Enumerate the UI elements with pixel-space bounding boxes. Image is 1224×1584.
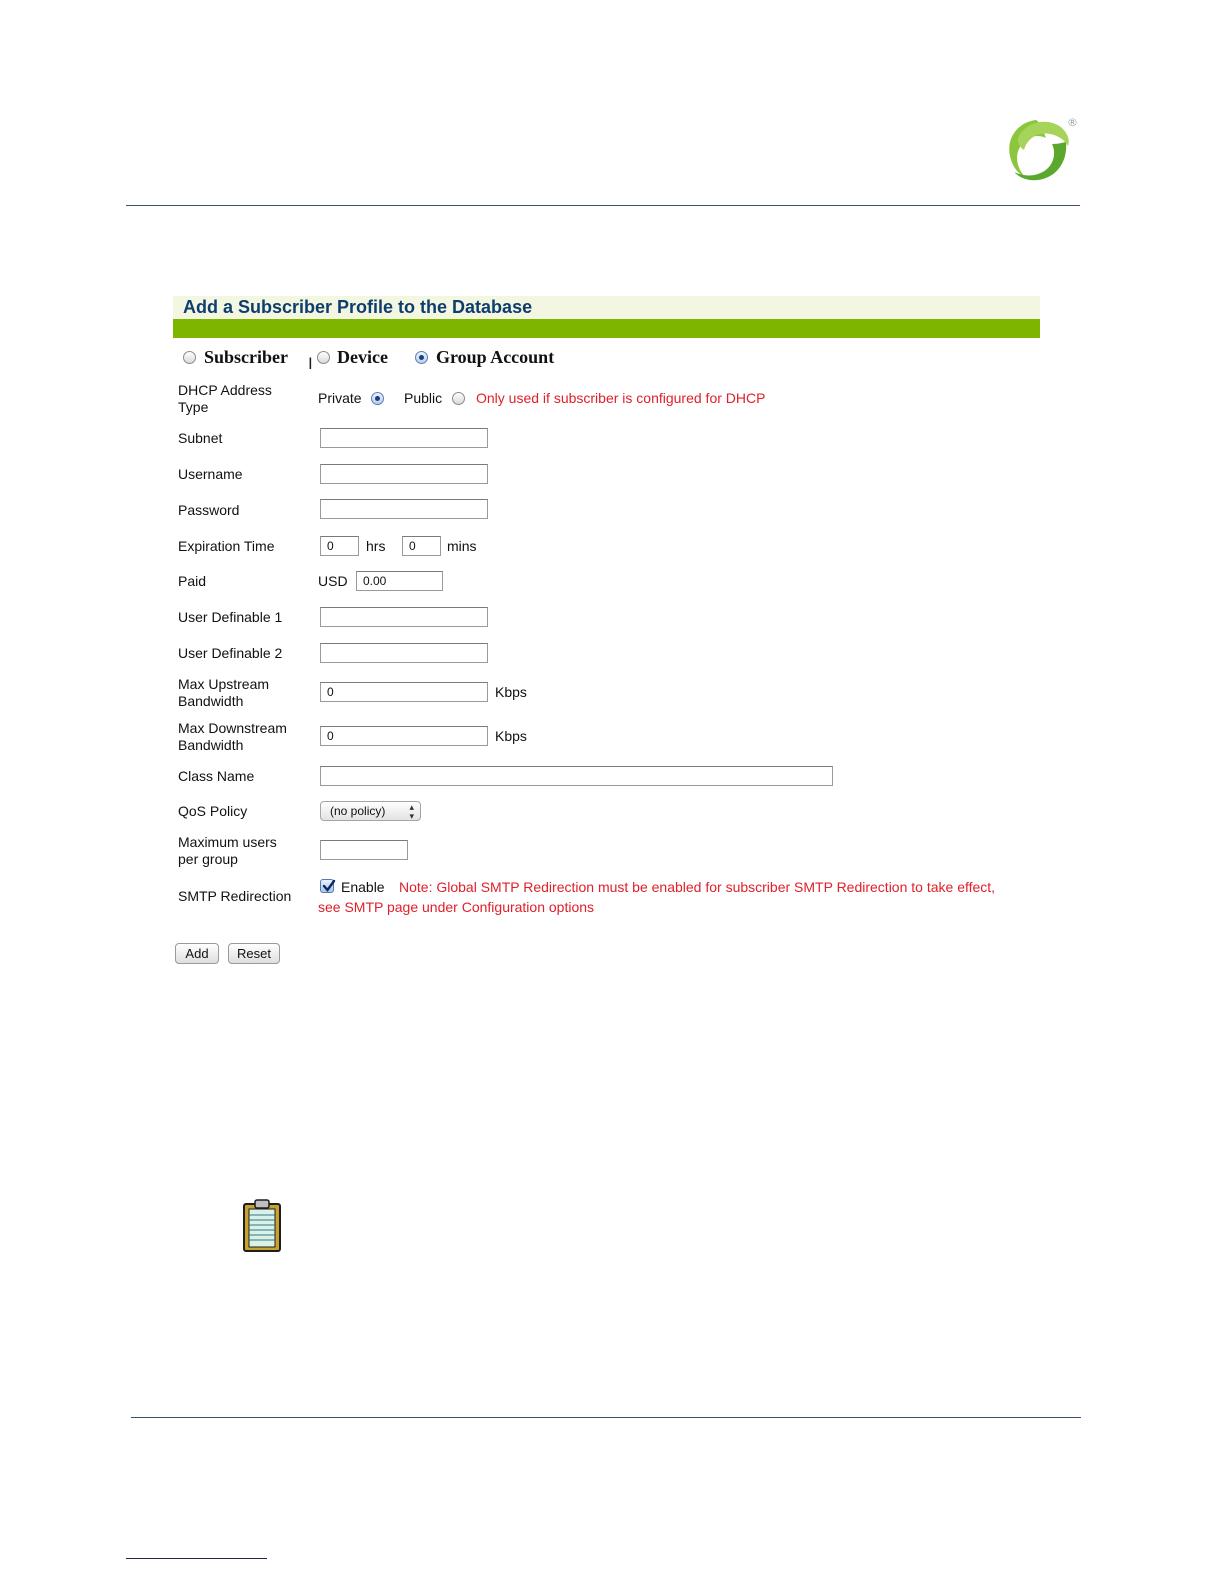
- password-input[interactable]: [320, 499, 488, 519]
- username-input[interactable]: [320, 464, 488, 484]
- checkmark-icon: [321, 878, 337, 894]
- max-users-label: [178, 834, 277, 868]
- radio-group-account-label: Group Account: [436, 347, 555, 367]
- paid-amount-input[interactable]: [356, 571, 443, 591]
- form-panel-header: [173, 296, 1040, 338]
- password-label: Password: [178, 502, 240, 518]
- currency-label: USD: [318, 573, 348, 589]
- paid-label: Paid: [178, 573, 207, 589]
- downstream-unit: Kbps: [495, 728, 527, 744]
- select-arrows-icon: ▴ ▾: [409, 802, 414, 821]
- minutes-unit: mins: [447, 538, 477, 554]
- page-title: Add a Subscriber Profile to the Database: [173, 296, 1040, 319]
- subnet-label: Subnet: [178, 430, 223, 446]
- qos-policy-label: QoS Policy: [178, 803, 248, 819]
- radio-group-account[interactable]: [415, 351, 428, 364]
- username-label: Username: [178, 466, 243, 482]
- footer-rule: [131, 1417, 1081, 1418]
- max-downstream-input[interactable]: [320, 726, 488, 746]
- expiration-minutes-input[interactable]: [402, 536, 441, 556]
- radio-subscriber-label: Subscriber: [204, 347, 289, 367]
- smtp-enable-label: Enable: [341, 879, 385, 895]
- class-name-input[interactable]: [320, 766, 833, 786]
- radio-device-label: Device: [337, 347, 388, 367]
- radio-device[interactable]: [317, 351, 330, 364]
- user-definable-1-input[interactable]: [320, 607, 488, 627]
- max-upstream-input[interactable]: [320, 682, 488, 702]
- smtp-enable-checkbox[interactable]: [320, 879, 334, 893]
- upstream-unit: Kbps: [495, 684, 527, 700]
- smtp-note-line1: Note: Global SMTP Redirection must be enabled for subscriber SMTP Redirection to take effect,: [399, 879, 996, 895]
- radio-dhcp-public[interactable]: [452, 392, 465, 405]
- subnet-input[interactable]: [320, 428, 488, 448]
- max-users-label-line2: per group: [178, 851, 238, 867]
- reset-button[interactable]: Reset: [228, 943, 280, 964]
- max-upstream-label: [178, 676, 269, 710]
- max-upstream-label-line2: Bandwidth: [178, 693, 244, 709]
- header-rule: [126, 205, 1080, 206]
- dhcp-label: DHCP Address Type: [178, 382, 272, 415]
- max-downstream-label: [178, 720, 287, 754]
- max-upstream-label-line1: Max Upstream: [178, 676, 270, 692]
- user-definable-2-label: User Definable 2: [178, 645, 283, 661]
- qos-policy-value: (no policy): [330, 804, 386, 818]
- user-definable-1-label: User Definable 1: [178, 609, 283, 625]
- expiration-hours-input[interactable]: [320, 536, 359, 556]
- max-users-input[interactable]: [320, 840, 408, 860]
- qos-policy-select[interactable]: [320, 801, 421, 821]
- accent-bar: [173, 319, 1040, 338]
- add-button[interactable]: Add: [175, 943, 219, 964]
- dhcp-public-label: Public: [404, 390, 443, 406]
- smtp-redirection-label: SMTP Redirection: [178, 888, 292, 904]
- registered-mark: ®: [1067, 116, 1078, 129]
- max-downstream-label-line2: Bandwidth: [178, 737, 244, 753]
- user-definable-2-input[interactable]: [320, 643, 488, 663]
- radio-subscriber[interactable]: [183, 351, 196, 364]
- clipboard-icon: [241, 1199, 283, 1253]
- radio-dhcp-private[interactable]: [371, 392, 384, 405]
- company-logo-icon: [996, 112, 1082, 188]
- text-cursor-icon: I: [308, 354, 313, 373]
- smtp-note-line2: see SMTP page under Configuration options: [318, 899, 595, 915]
- expiration-label: Expiration Time: [178, 538, 275, 554]
- footnote-rule: [126, 1558, 267, 1559]
- class-name-label: Class Name: [178, 768, 255, 784]
- max-users-label-line1: Maximum users: [178, 834, 277, 850]
- max-downstream-label-line1: Max Downstream: [178, 720, 287, 736]
- dhcp-note: Only used if subscriber is configured for DHCP: [476, 390, 766, 406]
- hours-unit: hrs: [366, 538, 386, 554]
- dhcp-private-label: Private: [318, 390, 362, 406]
